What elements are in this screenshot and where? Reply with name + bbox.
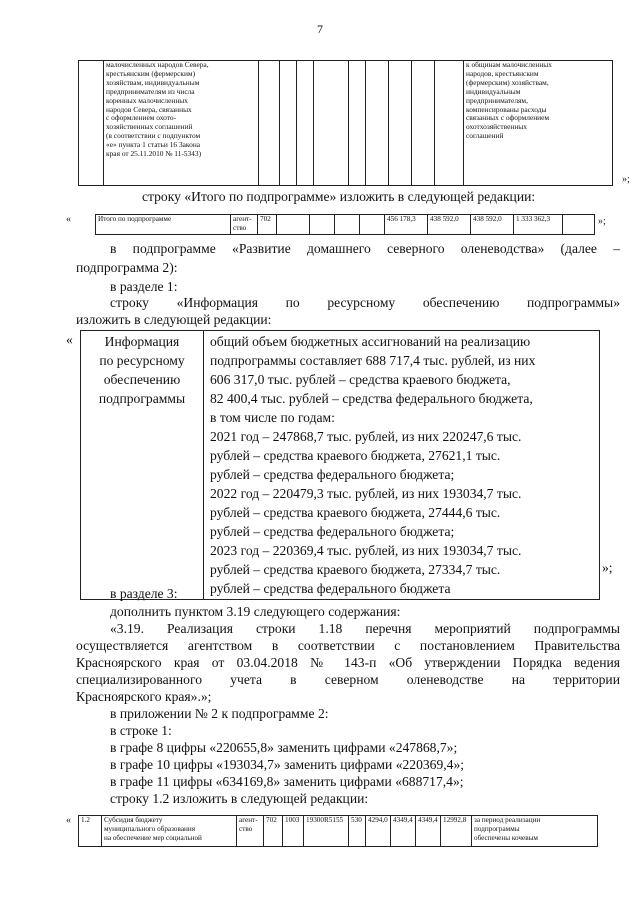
total-v3: 438 592,0 [471, 215, 514, 235]
paragraph-3-19-line-4: специализированного учета в северном оленеводстве на территории [76, 672, 620, 687]
total-label: Итого по подпрограмме [96, 215, 231, 235]
instruction-appendix-2: в приложении № 2 к подпрограмме 2: [110, 706, 329, 721]
instruction-info-cont: изложить в следующей редакции: [76, 312, 272, 327]
total-row-table [95, 214, 595, 235]
open-quote: « [66, 214, 71, 225]
instruction-row-1-2: строку 1.2 изложить в следующей редакции: [110, 791, 369, 806]
instruction-column-8: в графе 8 цифры «220655,8» заменить цифрами «247868,7»; [110, 740, 458, 755]
total-code: 702 [258, 215, 277, 235]
resource-info-label: Информация по ресурсному обеспечению подпрограммы [81, 331, 204, 600]
table-cell [389, 61, 412, 186]
row-c3: 19300R5155 [304, 816, 349, 847]
program-table-fragment [78, 60, 613, 186]
paragraph-3-19-line-2: осуществляется агентством в соответствии с постановлением Правительства [76, 638, 620, 653]
table-cell [314, 61, 349, 186]
section-3-label: в разделе 3: [110, 586, 178, 601]
close-quote: »; [598, 216, 606, 227]
table-cell [335, 215, 360, 235]
instruction-row-1: в строке 1: [110, 723, 172, 738]
table-cell-description: малочисленных народов Севера, крестьянским (фермерским) хозяйствам, индивидуальным предпринимателям из числа коренных малочисленных народов Севера, связанных с оформлением охото- хозяйственных соглашений (в соответствии с подпунктом «е» пункта 1 статьи 16 Закона края от 25.11.2010 № 11-5343) [104, 61, 259, 186]
paragraph-3-19-line-3: Красноярского края от 03.04.2018 № 143-п «Об утверждении Порядка ведения [76, 655, 620, 670]
total-v1: 456 178,3 [385, 215, 428, 235]
row-c1: 702 [264, 816, 283, 847]
close-quote: »; [602, 560, 613, 575]
instruction-column-11: в графе 11 цифры «634169,8» заменить цифрами «688717,4»; [110, 774, 464, 789]
table-cell [366, 61, 389, 186]
instruction-column-10: в графе 10 цифры «193034,7» заменить цифрами «220369,4»; [110, 757, 465, 772]
open-quote: « [66, 332, 73, 347]
row-c5: 4294,0 [366, 816, 391, 847]
row-number: 1.2 [79, 816, 102, 847]
instruction-add-3-19: дополнить пунктом 3.19 следующего содержания: [110, 604, 401, 619]
table-cell-result: к общинам малочисленных народов, крестьянским (фермерским) хозяйствам, индивидуальным предпринимателям, компенсированы расходы связанных с оформлением охотхозяйственных соглашений [464, 61, 613, 186]
paragraph-3-19-line-1: «3.19. Реализация строки 1.18 перечня мероприятий подпрограммы [110, 621, 620, 636]
instruction-itogo: строку «Итого по подпрограмме» изложить в следующей редакции: [142, 189, 536, 204]
table-cell [310, 215, 335, 235]
table-cell [360, 215, 385, 235]
row-description: Субсидия бюджету муниципального образования на обеспечение мер социальной [102, 816, 237, 847]
row-agency: агент-ство [237, 816, 264, 847]
row-1-2-table [78, 815, 598, 847]
table-cell [259, 61, 280, 186]
open-quote: « [66, 815, 71, 826]
resource-info-text: общий объем бюджетных ассигнований на реализацию подпрограммы составляет 688 717,4 тыс. рублей, из них 606 317,0 тыс. рублей – средства краевого бюджета, 82 400,4 тыс. рублей – средства федерального бюджета, в том числе по годам: 2021 год – 247868,7 тыс. рублей, из них 220247,6 тыс. рублей – средства краевого бюджета, 27621,1 тыс. рублей – средства федерального бюджета; 2022 год – 220479,3 тыс. рублей, из них 193034,7 тыс. рублей – средства краевого бюджета, 27444,6 тыс. рублей – средства федерального бюджета; 2023 год – 220369,4 тыс. рублей, из них 193034,7 тыс. рублей – средства краевого бюджета, 27334,7 тыс. рублей – средства федерального бюджета [204, 331, 600, 600]
table-cell [349, 61, 366, 186]
table-cell [79, 61, 104, 186]
total-agency: агент-ство [231, 215, 258, 235]
paragraph-subprogram-cont: подпрограмма 2): [76, 260, 178, 275]
resource-info-table [80, 330, 600, 600]
total-v4: 1 333 362,3 [514, 215, 563, 235]
close-quote: »; [622, 174, 630, 185]
total-v2: 438 592,0 [428, 215, 471, 235]
instruction-info: строку «Информация по ресурсному обеспечению подпрограммы» [110, 295, 620, 310]
table-cell [297, 61, 314, 186]
paragraph-3-19-line-5: Красноярского края».»; [76, 689, 212, 704]
row-c2: 1003 [283, 816, 304, 847]
row-c6: 4349,4 [391, 816, 416, 847]
paragraph-subprogram: в подпрограмме «Развитие домашнего северного оленеводства» (далее – [110, 241, 620, 256]
row-c8: 12992,8 [441, 816, 472, 847]
section-1-label: в разделе 1: [110, 279, 178, 294]
table-cell [435, 61, 464, 186]
row-result: за период реализации подпрограммы обеспечены кочевым [472, 816, 598, 847]
table-cell [563, 215, 595, 235]
page-number: 7 [317, 22, 323, 36]
row-c4: 530 [349, 816, 366, 847]
row-c7: 4349,4 [416, 816, 441, 847]
table-cell [412, 61, 435, 186]
table-cell [277, 215, 310, 235]
table-cell [280, 61, 297, 186]
